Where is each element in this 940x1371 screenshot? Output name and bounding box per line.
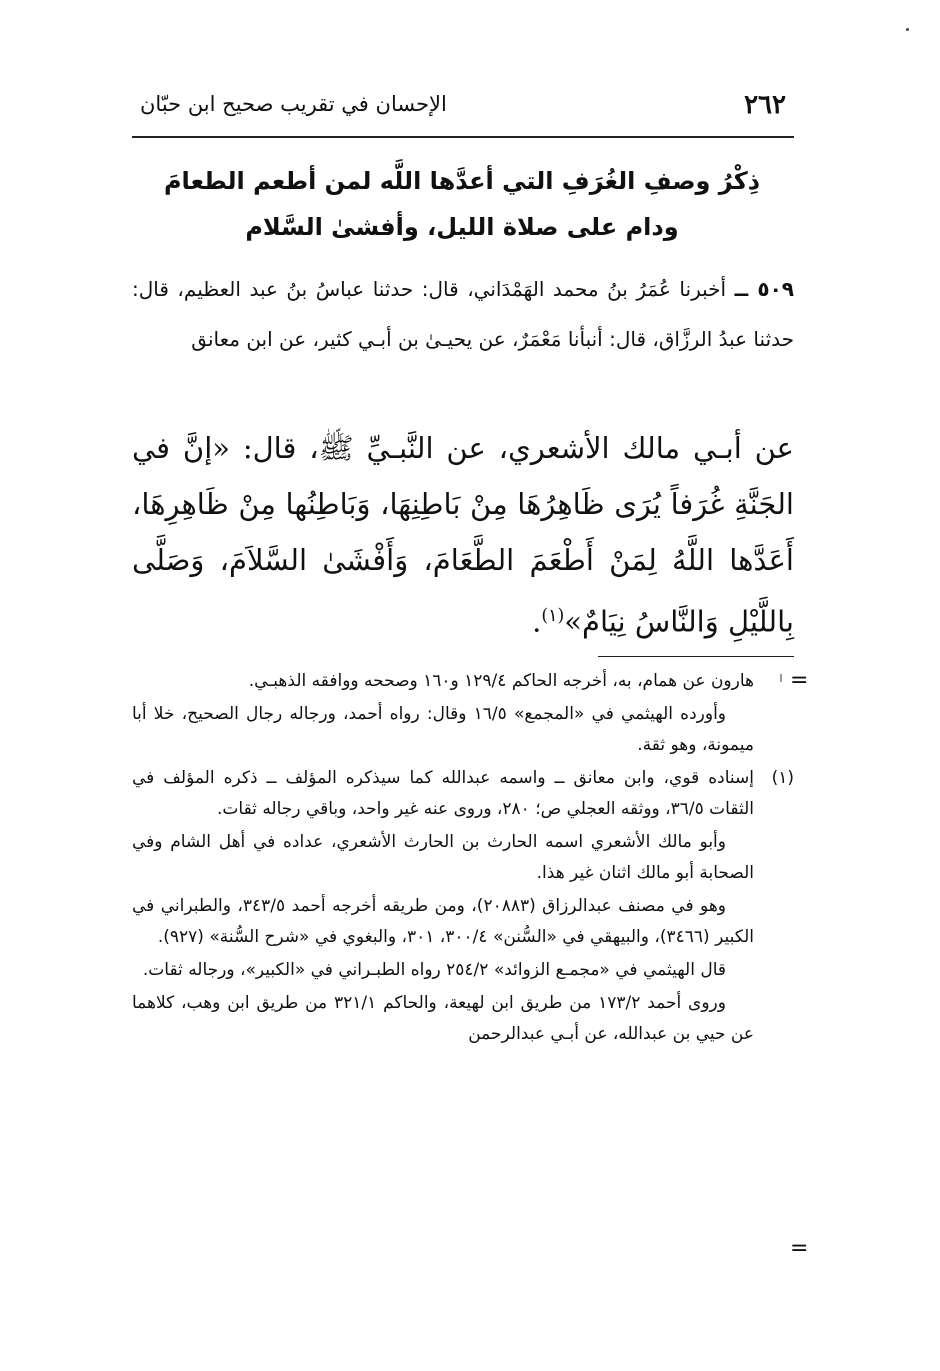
hadith-isnad [132, 264, 794, 364]
footnote-text: إسناده قوي، وابن معانق ــ واسمه عبدالله كما سيذكره المؤلف ــ ذكره المؤلف في الثقات ٣٦/٥، ووثقه العجلي ص؛ ٢٨٠، وروى عنه غير واحد، وباقي رجاله ثقات. [132, 768, 754, 819]
scan-speck [906, 28, 909, 31]
page-header [132, 78, 794, 138]
footnote-text: وأبو مالك الأشعري اسمه الحارث بن الحارث الأشعري، عداده في أهل الشام وفي الصحابة أبو مالك اثنان غير هذا. [132, 832, 754, 883]
footnotes-block [132, 666, 794, 1052]
footnote-paragraph [132, 666, 794, 697]
footnote-paragraph [132, 891, 794, 953]
footnote-paragraph [132, 827, 794, 889]
page-number: ٢٦٢ [744, 90, 786, 120]
chapter-heading-line-1: ذِكْرُ وصفِ الغُرَفِ التي أعدَّها اللَّه لمن أطعم الطعامَ [163, 167, 761, 195]
footnote-paragraph [132, 988, 794, 1050]
footnote-text: وهو في مصنف عبدالرزاق (٢٠٨٨٣)، ومن طريقه أخرجه أحمد ٣٤٣/٥، والطبراني في الكبير (٣٤٦٦)، والبيهقي في «السُّنن» ٣٠٠/٤، ٣٠١، والبغوي في «شرح السُّنة» (٩٢٧). [132, 896, 754, 947]
footnote-text: قال الهيثمي في «مجمـع الزوائد» ٢٥٤/٢ رواه الطبـراني في «الكبير»، ورجاله ثقات. [142, 960, 726, 980]
running-title: الإحسان في تقريب صحيح ابن حبّان [140, 92, 447, 116]
hadith-number: ٥٠٩ ــ [734, 277, 795, 301]
chapter-heading [130, 158, 794, 250]
footnote-text: وأورده الهيثمي في «المجمع» ١٦/٥ وقال: رواه أحمد، ورجاله رجال الصحيح، خلا أبا ميمونة، وهو ثقة. [132, 704, 754, 755]
footnote-marker: (١) [771, 768, 794, 788]
isnad-text: أخبرنا عُمَرُ بنُ محمد الهَمْدَاني، قال: حدثنا عباسُ بنُ عبد العظيم، قال: حدثنا عبدُ الرزَّاق، قال: أنبأنا مَعْمَرٌ، عن يحيـىٰ بن أبـي كثير، عن ابن معانق [132, 277, 794, 351]
chapter-heading-line-2: ودام على صلاة الليل، وأفشىٰ السَّلام [245, 213, 679, 241]
header-rule [132, 136, 794, 138]
continuation-mark-top: = [790, 668, 809, 693]
footnote-paragraph [132, 699, 794, 761]
continuation-mark-bottom: = [790, 1236, 809, 1261]
matn-text: عن أبـي مالك الأشعري، عن النَّبـيِّ ﷺ، قال: «إنَّ في الجَنَّةِ غُرَفاً يُرَى ظَاهِرُهَا مِنْ بَاطِنِهَا، وَبَاطِنُها مِنْ ظَاهِرِهَا، أَعَدَّها اللَّهُ لِمَنْ أَطْعَمَ الطَّعَامَ، وَأَفْشَىٰ السَّلاَمَ، وَصَلَّى بِاللَّيْلِ وَالنَّاسُ نِيَامٌ» [132, 431, 794, 639]
footnote-paragraph [132, 763, 794, 825]
footnote-text: وروى أحمد ١٧٣/٢ من طريق ابن لهيعة، والحاكم ٣٢١/١ من طريق ابن وهب، كلاهما عن حيي بن عبدالله، عن أبـي عبدالرحمن [132, 993, 754, 1044]
footnote-separator [598, 656, 794, 657]
footnote-reference[interactable]: (١) [541, 606, 565, 626]
footnote-text: هارون عن همام، به، أخرجه الحاكم ١٢٩/٤ و١٦٠ وصححه ووافقه الذهبـي. [248, 671, 754, 691]
matn-end-punctuation: . [532, 604, 542, 639]
footnote-paragraph [132, 955, 794, 986]
hadith-matn [132, 420, 794, 650]
